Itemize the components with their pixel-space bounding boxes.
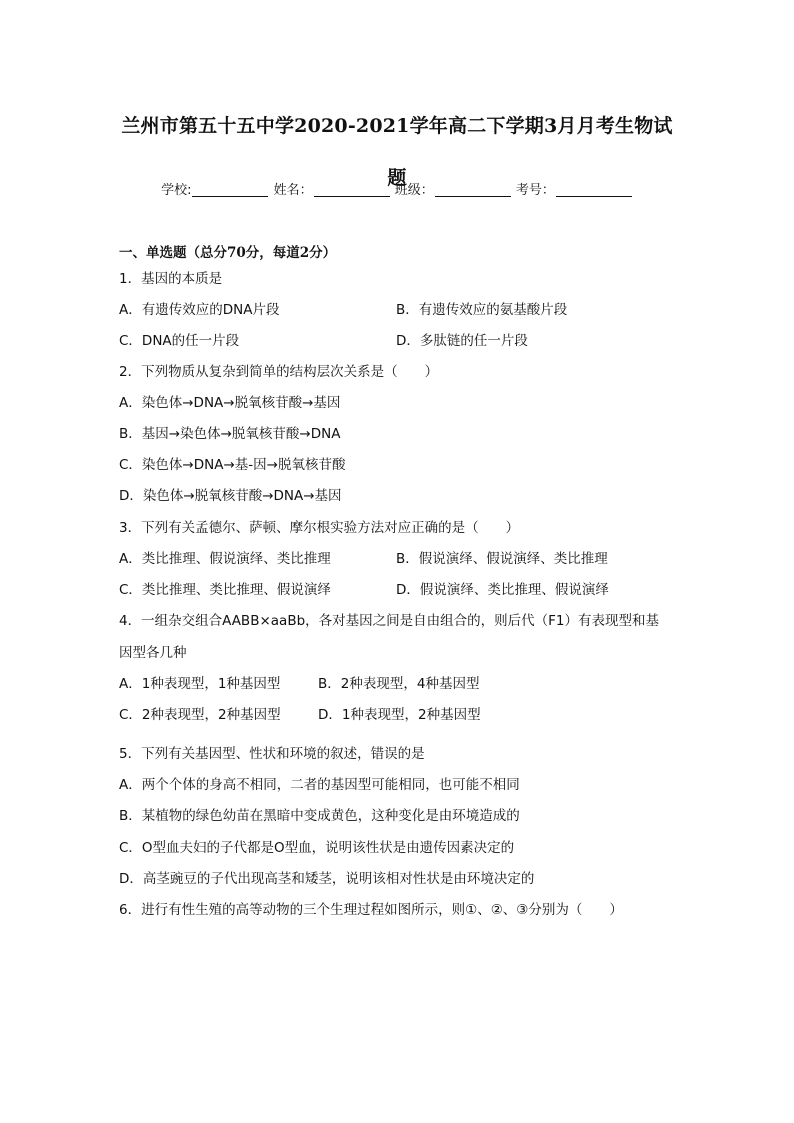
class-blank[interactable]	[435, 182, 511, 197]
q2-stem: 2．下列物质从复杂到简单的结构层次关系是（ ）	[119, 364, 439, 380]
section-heading: 一、单选题（总分70分，每道2分）	[119, 245, 337, 261]
q1-stem: 1．基因的本质是	[119, 271, 223, 287]
q4-option-c: C．2种表现型，2种基因型	[119, 707, 281, 723]
name-label: 姓名：	[273, 183, 313, 198]
title-line-1: 兰州市第五十五中学2020-2021学年高二下学期3月月考生物试	[121, 115, 673, 137]
q3-option-b: B．假说演绎、假说演绎、类比推理	[396, 551, 608, 567]
q5-option-d: D．高茎豌豆的子代出现高茎和矮茎，说明该相对性状是由环境决定的	[119, 871, 535, 887]
q2-option-d: D．染色体→脱氧核苷酸→DNA→基因	[119, 488, 342, 504]
q2-option-b: B．基因→染色体→脱氧核苷酸→DNA	[119, 426, 341, 442]
class-label: 班级：	[394, 183, 434, 198]
q3-stem: 3．下列有关孟德尔、萨顿、摩尔根实验方法对应正确的是（ ）	[119, 520, 520, 536]
q4-option-b: B．2种表现型，4种基因型	[318, 676, 480, 692]
q1-option-c: C．DNA的任一片段	[119, 333, 240, 349]
q2-option-a: A．染色体→DNA→脱氧核苷酸→基因	[119, 395, 341, 411]
title-line-2: 题	[387, 167, 407, 189]
q6-stem: 6．进行有性生殖的高等动物的三个生理过程如图所示，则①、②、③分别为（ ）	[119, 902, 623, 918]
q1-option-b: B．有遗传效应的氨基酸片段	[396, 302, 568, 318]
q4-stem-line-1: 4．一组杂交组合AABB×aaBb，各对基因之间是自由组合的，则后代（F1）有表现型和基	[119, 613, 659, 629]
q1-option-a: A．有遗传效应的DNA片段	[119, 302, 280, 318]
q4-option-a: A．1种表现型，1种基因型	[119, 676, 281, 692]
q2-option-c: C．染色体→DNA→基-因→脱氧核苷酸	[119, 457, 346, 473]
q3-option-c: C．类比推理、类比推理、假说演绎	[119, 582, 331, 598]
q5-option-b: B．某植物的绿色幼苗在黑暗中变成黄色，这种变化是由环境造成的	[119, 808, 520, 824]
name-blank[interactable]	[314, 182, 390, 197]
q4-option-d: D．1种表现型，2种基因型	[318, 707, 481, 723]
q5-option-c: C．O型血夫妇的子代都是O型血，说明该性状是由遗传因素决定的	[119, 840, 515, 856]
exam-number-blank[interactable]	[556, 182, 632, 197]
exam-number-label: 考号：	[515, 183, 555, 198]
school-blank[interactable]	[192, 182, 268, 197]
q4-stem-line-2: 因型各几种	[119, 645, 187, 661]
school-label: 学校:	[161, 183, 192, 198]
q3-option-a: A．类比推理、假说演绎、类比推理	[119, 551, 331, 567]
q3-option-d: D．假说演绎、类比推理、假说演绎	[396, 582, 609, 598]
student-info-row	[0, 181, 794, 201]
q1-option-d: D．多肽链的任一片段	[396, 333, 528, 349]
q5-stem: 5．下列有关基因型、性状和环境的叙述，错误的是	[119, 746, 425, 762]
q5-option-a: A．两个个体的身高不相同，二者的基因型可能相同，也可能不相同	[119, 777, 520, 793]
